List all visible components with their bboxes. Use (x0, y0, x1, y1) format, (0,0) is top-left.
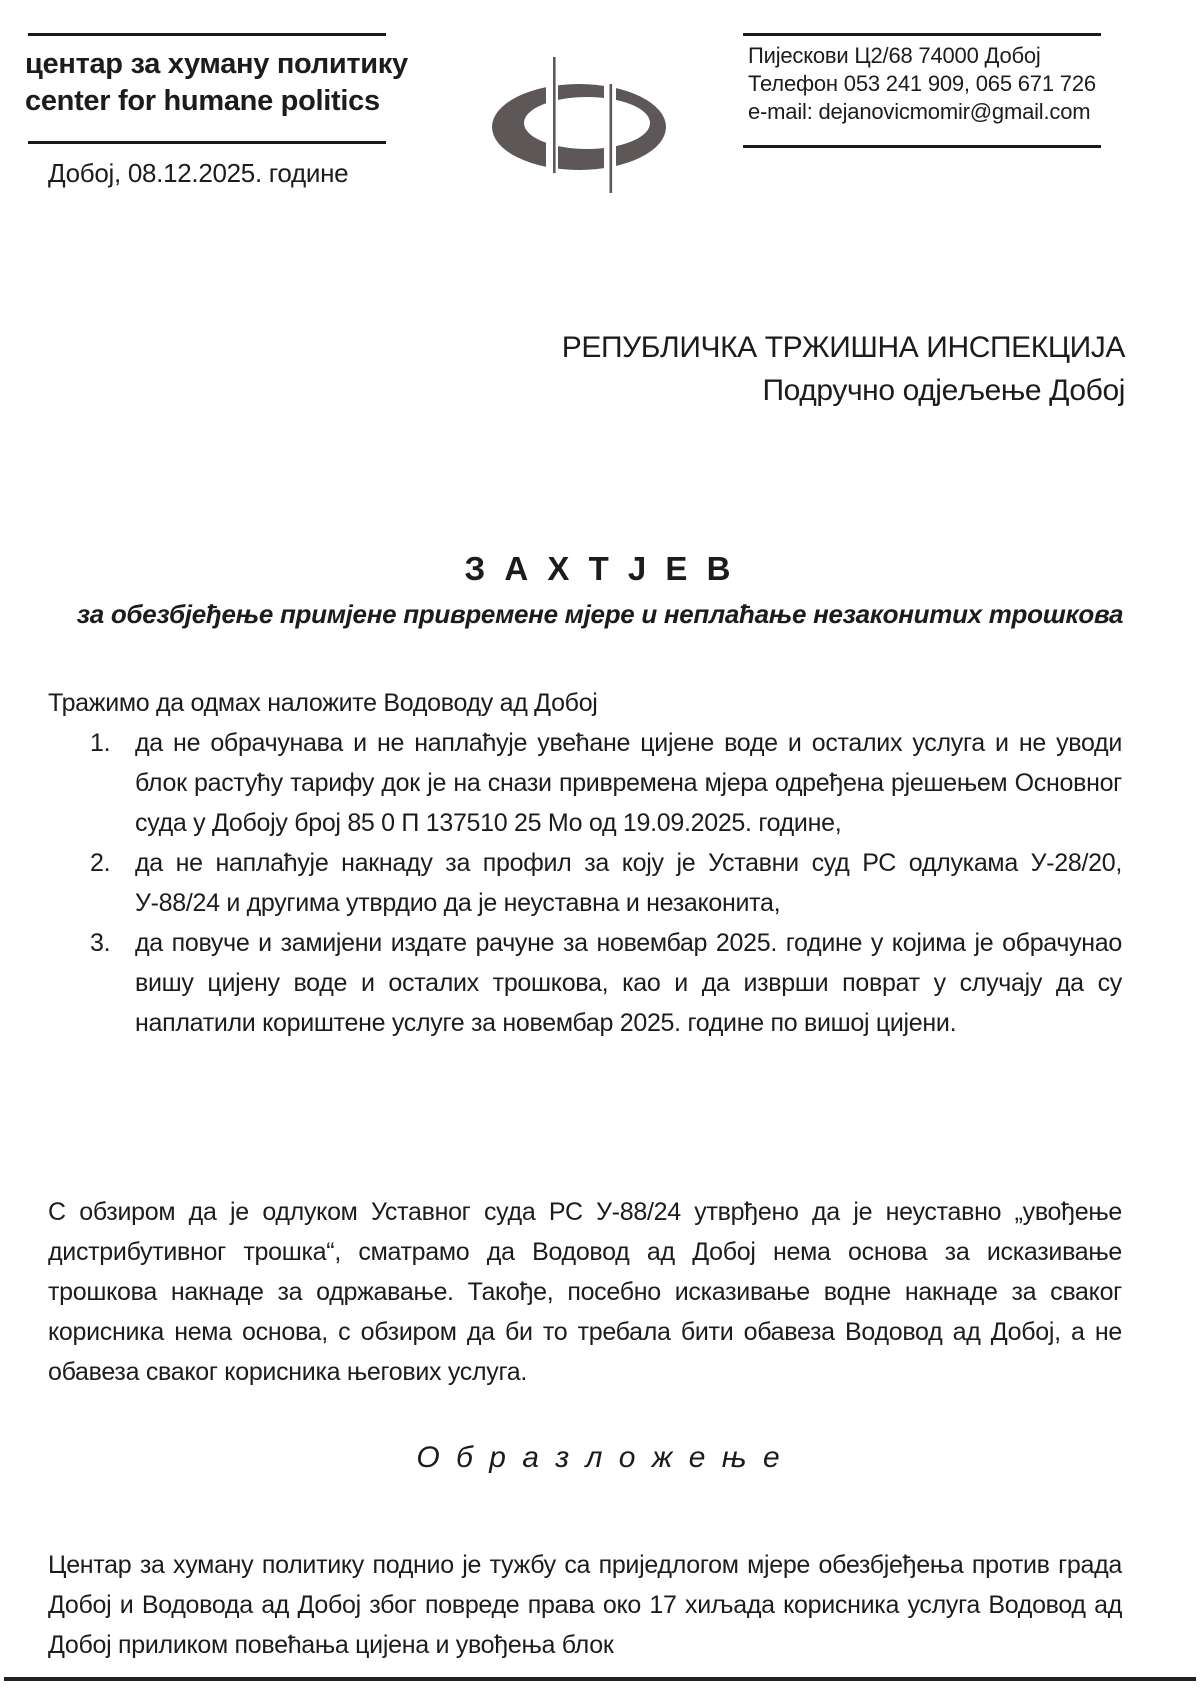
request-item-3-text: да повуче и замијени издате рачуне за новембар 2025. године у којима је обрачунао вишу цијену воде и осталих трошкова, као и да изврши поврат у случају да су наплатили кориштене услуге за новембар 2025. године по вишој цијени. (135, 929, 1122, 1037)
request-items-list (48, 723, 1122, 1043)
request-item-2 (48, 843, 1122, 923)
contact-phone: Телефон 053 241 909, 065 671 726 (748, 71, 1096, 96)
contact-block (748, 42, 1128, 126)
request-item-1 (48, 723, 1122, 843)
sender-name-latin: center for humane politics (25, 85, 380, 117)
place-and-date: Добој, 08.12.2025. године (48, 158, 349, 188)
sender-bottom-rule (28, 141, 386, 144)
request-item-1-text: да не обрачунава и не наплаћује увећане цијене воде и осталих услуга и не уводи блок растућу тарифу док је на снази привремена мјера одређена рјешењем Основног суда у Добоју број 85 0 П 137510 25 Мо од 19.09.2025. године, (135, 729, 1122, 837)
logo-crescent-icon (488, 50, 668, 200)
contact-address: Пијескови Ц2/68 74000 Добој (748, 43, 1041, 68)
paragraph-constitutional-court: С обзиром да је одлуком Уставног суда РС У-88/24 утврђено да је неуставно „увођење дистрибутивног трошка“, сматрамо да Водовод ад Добој нема основа за исказивање трошкова накнаде за одржавање. Такође, посебно исказивање водне накнаде за сваког корисника нема основа, с обзиром да би то требала бити обавеза Водовод ад Добој, а не обавеза сваког корисника његових услуга. (48, 1198, 1122, 1386)
request-item-1-number: 1. (90, 729, 111, 757)
sender-name (25, 46, 485, 120)
center-for-humane-politics-logo (488, 50, 668, 200)
request-item-3-number: 3. (90, 929, 111, 957)
document-subtitle: за обезбјеђење примјене привремене мјере и неплаћање незаконитих трошкова (76, 599, 1124, 629)
request-item-3 (48, 923, 1122, 1043)
contact-bottom-rule (743, 145, 1101, 148)
contact-email: e-mail: dejanovicmomir@gmail.com (748, 99, 1091, 124)
request-intro: Тражимо да одмах наложите Водоводу ад Добој (48, 689, 598, 717)
request-item-2-number: 2. (90, 849, 111, 877)
sender-top-rule (28, 33, 386, 36)
contact-top-rule (743, 33, 1101, 36)
sender-name-cyrillic: центар за хуману политику (25, 48, 408, 80)
request-item-2-text: да не наплаћује накнаду за профил за коју је Уставни суд РС одлукама У-28/20, У-88/24 и другима утврдио да је неуставна и незаконита, (135, 849, 1122, 917)
page-bottom-rule (4, 1677, 1196, 1681)
document-title: З А Х Т Ј Е В (464, 550, 736, 587)
recipient-block (562, 326, 1125, 412)
recipient-institution: РЕПУБЛИЧКА ТРЖИШНА ИНСПЕКЦИЈА (561, 331, 1125, 364)
rationale-heading: О б р а з л о ж е њ е (416, 1441, 784, 1474)
rationale-paragraph: Центар за хуману политику поднио је тужбу са приједлогом мјере обезбјеђења против града Добој и Водовода ад Добој због повреде права око 17 хиљада корисника услуга Водовод ад Добој приликом повећања цијена и увођења блок (48, 1551, 1122, 1659)
recipient-department: Подручно одјељење Добој (762, 374, 1125, 407)
